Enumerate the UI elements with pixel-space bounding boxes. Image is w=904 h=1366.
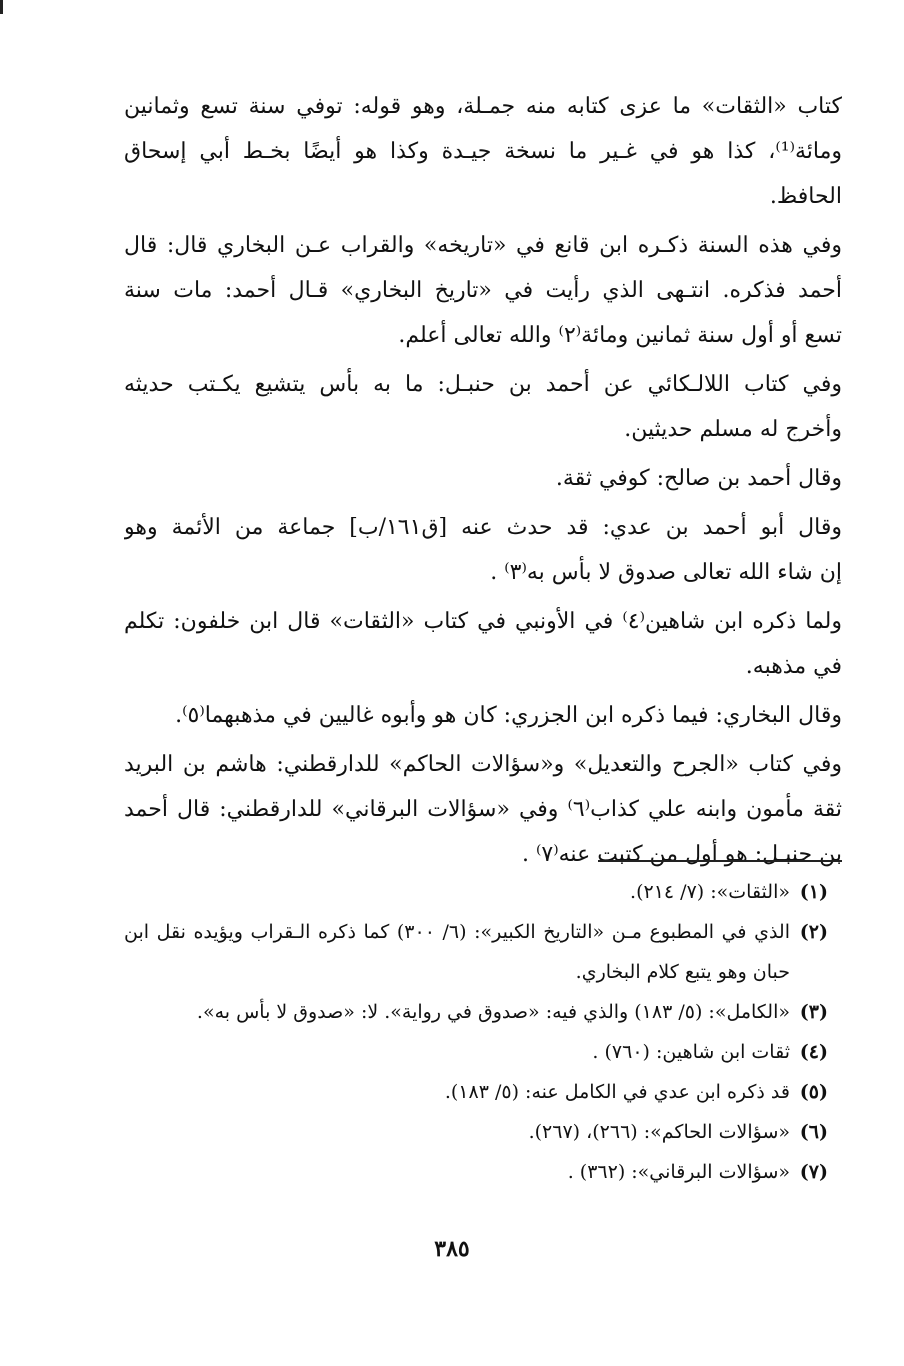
footnote-number: (٤) xyxy=(799,1041,828,1063)
page-number: ٣٨٥ xyxy=(434,1236,470,1262)
footnote-3 xyxy=(124,992,828,1032)
footnote-4 xyxy=(124,1032,828,1072)
footnote-text: «الكامل»: (٥/ ١٨٣) والذي فيه: «صدوق في رواية». لا: «صدوق لا بأس به». xyxy=(196,1001,790,1023)
text-line: في مذهبه. xyxy=(745,654,842,679)
paragraph-5 xyxy=(124,505,842,595)
text-line: الحافظ. xyxy=(769,184,842,209)
text-line: كتاب «الثقات» ما عزى كتابه منه جمـلة، وهو قوله: توفي سنة تسع وثمانين xyxy=(124,94,842,119)
footnote-text: الذي في المطبوع مـن «التاريخ الكبير»: (٦/ ٣٠٠) كما ذكره الـقراب ويؤيده نقل ابن حبان وهو يتبع كلام البخاري. xyxy=(124,921,790,983)
text-line: إن شاء الله تعالى صدوق لا بأس به⁽٣⁾ . xyxy=(490,560,842,585)
footnote-number: (٣) xyxy=(799,1001,828,1023)
paragraph-8 xyxy=(124,742,842,877)
paragraph-2 xyxy=(124,223,842,358)
text-line: ومائة⁽¹⁾، كذا هو في غـير ما نسخة جيـدة وكذا هو أيضًا بخـط أبي إسحاق xyxy=(124,139,842,164)
text-line: وقال أحمد بن صالح: كوفي ثقة. xyxy=(555,466,842,491)
text-line: وفي هذه السنة ذكـره ابن قانع في «تاريخه» والقراب عـن البخاري قال: قال xyxy=(124,233,842,258)
footnote-5 xyxy=(124,1072,828,1112)
footnote-divider xyxy=(598,860,842,862)
footnote-7 xyxy=(124,1152,828,1192)
text-line: وقال البخاري: فيما ذكره ابن الجزري: كان هو وأبوه غاليين في مذهبهما⁽٥⁾. xyxy=(175,703,842,728)
footnote-number: (١) xyxy=(799,881,828,903)
text-line: وقال أبو أحمد بن عدي: قد حدث عنه [ق١٦١/ب] جماعة من الأئمة وهو xyxy=(124,515,842,540)
paragraph-7 xyxy=(124,693,842,738)
paragraph-3 xyxy=(124,362,842,452)
footnote-number: (٥) xyxy=(799,1081,828,1103)
footnote-number: (٢) xyxy=(799,921,828,943)
footnote-text: «الثقات»: (٧/ ٢١٤). xyxy=(630,881,790,903)
paragraph-1 xyxy=(124,84,842,219)
main-text xyxy=(124,84,842,881)
text-line: ثقة مأمون وابنه علي كذاب⁽٦⁾ وفي «سؤالات البرقاني» للدارقطني: قال أحمد xyxy=(124,797,842,822)
scan-edge-mark xyxy=(0,0,3,14)
footnote-1 xyxy=(124,872,828,912)
footnote-2 xyxy=(124,912,828,992)
text-line: أحمد فذكره. انتـهى الذي رأيت في «تاريخ البخاري» قـال أحمد: مات سنة xyxy=(124,278,842,303)
text-line: بن حنبـل: هو أول من كتبت عنه⁽٧⁾ . xyxy=(522,842,842,867)
text-line: وأخرج له مسلم حديثين. xyxy=(624,417,842,442)
text-line: وفي كتاب اللالـكائي عن أحمد بن حنبـل: ما به بأس يتشيع يكـتب حديثه xyxy=(124,372,842,397)
footnote-text: ثقات ابن شاهين: (٧٦٠) . xyxy=(592,1041,790,1063)
text-line: وفي كتاب «الجرح والتعديل» و«سؤالات الحاكم» للدارقطني: هاشم بن البريد xyxy=(124,752,842,777)
footnote-text: «سؤالات البرقاني»: (٣٦٢) . xyxy=(567,1161,790,1183)
footnote-text: «سؤالات الحاكم»: (٢٦٦)، (٢٦٧). xyxy=(528,1121,790,1143)
footnote-number: (٦) xyxy=(799,1121,828,1143)
text-line: تسع أو أول سنة ثمانين ومائة⁽٢⁾ والله تعالى أعلم. xyxy=(398,323,842,348)
paragraph-4 xyxy=(124,456,842,501)
footnote-6 xyxy=(124,1112,828,1152)
footnote-text: قد ذكره ابن عدي في الكامل عنه: (٥/ ١٨٣). xyxy=(444,1081,790,1103)
footnote-number: (٧) xyxy=(799,1161,828,1183)
footnotes xyxy=(124,872,828,1192)
text-line: ولما ذكره ابن شاهين⁽٤⁾ في الأونبي في كتاب «الثقات» قال ابن خلفون: تكلم xyxy=(124,609,842,634)
paragraph-6 xyxy=(124,599,842,689)
